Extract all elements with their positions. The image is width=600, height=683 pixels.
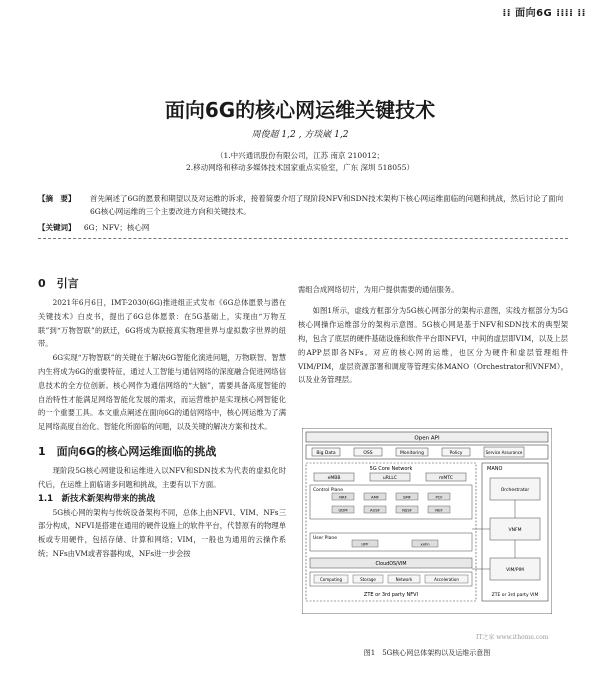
paragraph: 现阶段5G核心网建设和运维进入以NFV和SDN技术为代表的虚拟化时代后，在运维上面临诸多问题和挑战，主要有以下方面。 xyxy=(38,465,286,489)
module-label: Policy xyxy=(449,451,463,456)
module-label: Big Data xyxy=(316,451,336,456)
architecture-diagram xyxy=(302,428,552,614)
user-plane-label: User Plane xyxy=(313,536,338,541)
module-label: OSS xyxy=(363,451,373,456)
abstract xyxy=(38,192,568,218)
divider xyxy=(38,238,568,239)
core-network-label: 5G Core Network xyxy=(369,466,413,472)
infra-label: Network xyxy=(395,576,413,582)
paragraph: 2021年6月6日，IMT-2030(6G)推进组正式发布《6G总体愿景与潜在关键技术》白皮书，提出了6G总体愿景：在5G基础上，实现由“万物互联”到“万物智联”的跃迁，6G将成为联接真实物理世界与虚拟数字世界的纽带。 xyxy=(38,298,286,349)
cloud-os-label: CloudOS/VIM xyxy=(375,562,407,567)
nfvi-label: ZTE or 3rd party NFVI xyxy=(363,592,419,598)
infra-label: Acceleration xyxy=(434,576,459,582)
nf-label: xxFn xyxy=(420,541,430,547)
nf-label: UPF xyxy=(361,541,369,547)
mano-module-label: VNFM xyxy=(508,528,522,533)
nf-label: NRF xyxy=(339,494,347,500)
control-plane-label: Control Plane xyxy=(313,488,344,493)
nf-label: AMF xyxy=(370,494,380,500)
mano-module-label: Orchestrator xyxy=(500,488,530,493)
module-label: Monitoring xyxy=(399,451,425,456)
slice-label: eMBB xyxy=(327,476,341,481)
left-column xyxy=(38,276,286,561)
mano-label: MANO xyxy=(487,466,503,472)
keywords-text: 6G；NFV；核心网 xyxy=(83,223,150,232)
paragraph: 需组合成网络切片，为用户提供需要的通信服务。 xyxy=(298,285,459,295)
abstract-label: 【摘 要】 xyxy=(38,194,76,203)
paragraph: 6G实现“万物智联”的关键在于解决6G智能化演进问题，万物联智、智慧内生将成为6G的重要特征，通过人工智能与通信网络的深度融合促进网络信息技术的全方位创新。核心网作为通信网络的“大脑”，需要具备高度智能的自治特性才能满足网络智能化发展的需求，而运营维护是实现核心网智能化的一个重要工具。本文重点阐述在面向6G的通信网络中，核心网运维为了满足网络高度自治化、智能化所面临的问题，以及关键的解决方案和技术。 xyxy=(38,353,286,432)
section-0-heading: 0 引言 xyxy=(38,277,79,290)
nf-label: UDM xyxy=(338,507,348,513)
mano-module-label: VIM/PIM xyxy=(506,568,524,573)
section-1-heading: 1 面向6G的核心网运维面临的挑战 xyxy=(38,444,217,458)
architecture-figure xyxy=(302,428,552,614)
spacer xyxy=(38,434,286,444)
figure-caption: 图1 5G核心网总体架构以及运维示意图 xyxy=(363,649,491,657)
vim-label: ZTE or 3rd party VIM xyxy=(491,593,539,598)
nf-label: NSSF xyxy=(402,507,412,513)
nf-label: NEF xyxy=(435,507,443,513)
affiliation-1: （1.中兴通讯股份有限公司，江苏 南京 210012； xyxy=(215,151,385,160)
running-header: ⁞⁞ 面向6G ⁞⁞⁞⁞ ⁞⁞ xyxy=(502,8,586,19)
nf-label: SMF xyxy=(403,494,411,500)
nf-label: AUSF xyxy=(370,507,380,513)
paper-title: 面向6G的核心网运维关键技术 xyxy=(164,98,436,122)
paragraph: 如图1所示，虚线方框部分为5G核心网部分的架构示意图，实线方框部分为5G核心网操作运维部分的架构示意图。5G核心网是基于NFV和SDN技术的典型架构，包含了底层的硬件基础设施和软件平台即NFVI，中间的虚层即VIM，以及上层的APP层即各NFs。对应的核心网的运维，也区分为硬件和虚层管理组件VIM/PIM，虚层资源部署和调度等管理实体MANO（Orchestrator和VNFM），以及业务管理层。 xyxy=(298,306,568,385)
right-column xyxy=(298,276,568,387)
affiliation-2: 2.移动网络和移动多媒体技术国家重点实验室，广东 深圳 518055） xyxy=(185,163,415,172)
keywords-label: 【关键词】 xyxy=(38,223,76,232)
module-label: Service Assurance xyxy=(485,450,523,455)
keywords xyxy=(38,222,149,233)
slice-label: uRLLC xyxy=(382,476,398,481)
abstract-text: 首先阐述了6G的愿景和期望以及对运维的诉求，接着简要介绍了现阶段NFV和SDN技术架构下核心网运维面临的问题和挑战，然后讨论了面向6G核心网运维的三个主要改进方向和关键技术。 xyxy=(90,194,564,216)
nf-label: PCF xyxy=(435,494,443,500)
paragraph: 5G核心网的架构与传统设备架构不同，总体上由NFVI、VIM、NFs三部分构成，NFVI是搭建在通用的硬件设施上的软件平台，代替原有的物理单板或专用硬件，包括存储、计算和网络；VIM，一般也为通用的云操作系统；NFs由VM或者容器构成，NFs进一步会按 xyxy=(38,507,286,558)
watermark: IT之家 www.ithome.com xyxy=(476,634,549,641)
section-1-1-heading: 1.1 新技术新架构带来的挑战 xyxy=(38,493,156,504)
infra-label: Computing xyxy=(320,576,342,582)
affiliations xyxy=(0,150,600,174)
open-api-label: Open API xyxy=(414,435,440,442)
infra-label: Storage xyxy=(360,576,376,582)
slice-label: mMTC xyxy=(439,476,453,481)
authors: 周俊超 1,2 , 方琰崴 1,2 xyxy=(251,130,349,140)
